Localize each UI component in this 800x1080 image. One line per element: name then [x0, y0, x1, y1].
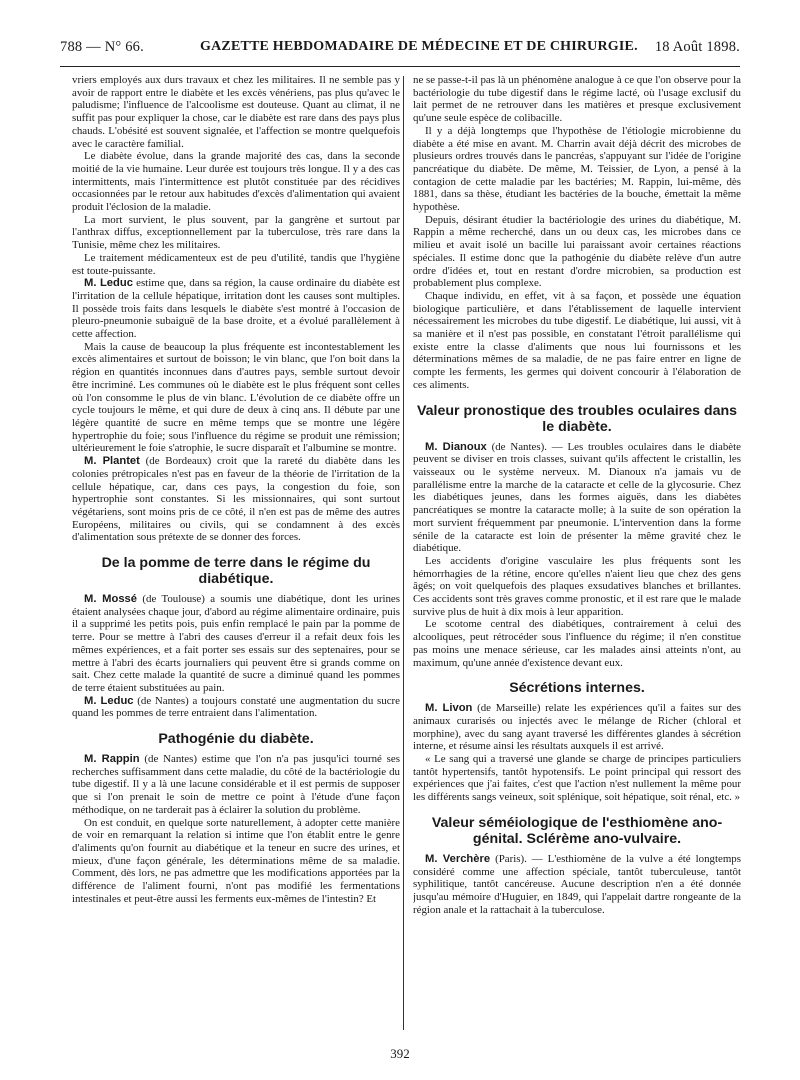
paragraph: On est conduit, en quelque sorte naturellement, à adopter cette manière de voir en remarquant la relation si intime que l'on établit entre le genre d'aliments qu'on fournit au diabétique et la teneur en sucre des urines, et mieux, d'une façon générale, les déterminations même de sa maladie. Comment, dès lors, ne pas admettre que les modifications apportées par la différence de l'aliment fourni, n'ont pas modifié les fermentations intestinales et peut-être aussi les ferments eux-mêmes de l'intestin? Et — [72, 816, 400, 905]
paragraph-text: (Paris). — L'esthiomène de la vulve a été longtemps considéré comme une affection spéciale, tantôt tuberculeuse, tantôt syphilitique, tantôt cancéreuse. Aucune description n'en a été donnée jusqu'au mémoire d'Huguier, en 1849, qui l'appelait dartre rongeante de la région anale et la rattachait à la tuberculose. — [413, 852, 741, 916]
paragraph — [72, 695, 400, 720]
paragraph-text: (de Marseille) relate les expériences qu'il a faites sur des animaux curarisés ou injectés avec le mélange de Richer (chloral et morphine), avec du sang ayant traversé les différentes glandes à sécrétion interne, et résume ainsi les résultats auxquels il est arrivé. — [413, 702, 741, 753]
journal-title: GAZETTE HEBDOMADAIRE DE MÉDECINE ET DE CHIRURGIE. — [200, 39, 638, 54]
paragraph: Les accidents d'origine vasculaire les plus fréquents sont les hémorrhagies de la rétine, encore qu'elles n'aient lieu que chez des gens âgés; on voit quelquefois des plaques exsudatives blanches et brillantes. Ces accidents sont très graves comme pronostic, et il est rare que le malade survive plus de huit à dix mois à leur apparition. — [413, 554, 741, 618]
page-issue-number: 788 — N° 66. — [60, 39, 144, 55]
section-heading: Valeur séméiologique de l'esthiomène ano-génital. Sclérème ano-vulvaire. — [431, 814, 723, 847]
paragraph — [72, 753, 400, 817]
paragraph-text: (de Nantes) a toujours constaté une augmentation du sucre quand les pommes de terre entraient dans l'alimentation. — [72, 694, 400, 720]
speaker-name: M. Leduc — [84, 694, 134, 707]
speaker-name: M. Leduc — [84, 277, 133, 290]
paragraph: La mort survient, le plus souvent, par la gangrène et surtout par l'anthrax diffus, exceptionnellement par la tuberculose, très rare dans la Tunisie, même chez les militaires. — [72, 213, 400, 252]
section-heading: Pathogénie du diabète. — [158, 731, 314, 748]
paragraph — [72, 277, 400, 341]
paragraph: Chaque individu, en effet, vit à sa façon, et possède une équation biologique particulière, et dans l'établissement de laquelle intervient nécessairement les microbes du tube digestif. Le diabétique, lui aussi, vit à sa manière et il n'est pas possible, en constatant l'étroit parallélisme qui existe entre la classe d'aliments que nous lui fournissons et les déterminations mêmes de sa maladie, de ne pas faire entrer en ligne de compte les ferments, les germes qui doivent concourir à l'élaboration de ces aliments. — [413, 289, 741, 391]
speaker-name: M. Dianoux — [425, 440, 487, 453]
quotation: « Le sang qui a traversé une glande se charge de principes particuliers tantôt hypertensifs, tantôt hypotensifs. Le point principal qui ressort des expériences que j'ai faites, c'est que l'action n'est nullement la même pour les différents sangs veineux, soit splénique, soit hépatique, soit rénal, etc. » — [413, 753, 741, 804]
paragraph — [413, 702, 741, 753]
paragraph: Le scotome central des diabétiques, contrairement à celui des alcooliques, peut rétrocéder sous l'influence du régime; il n'en constitue pas moins une menace sérieuse, car les malades ainsi atteints n'ont, au maximum, qu'une année d'existence devant eux. — [413, 618, 741, 669]
paragraph: ne se passe-t-il pas là un phénomène analogue à ce que l'on observe pour la bactériologie du tube digestif dans le régime lacté, où l'usage exclusif du lait permet de ne retrouver dans les matières et presque exclusivement qu'une seule espèce de colibacille. — [413, 74, 741, 125]
paragraph: Le diabète évolue, dans la grande majorité des cas, dans la seconde moitié de la vie humaine. Leur durée est toujours très longue. Il y a des cas intermittents, mais l'intermittence est plutôt constituée par des récidives occasionnées par le retour aux habitudes d'excès d'alimentation qui avaient produit l'éclosion de la maladie. — [72, 150, 400, 214]
section-heading: Valeur pronostique des troubles oculaires dans le diabète. — [416, 402, 738, 435]
section-heading: De la pomme de terre dans le régime du diabétique. — [101, 555, 371, 588]
paragraph: Il y a déjà longtemps que l'hypothèse de l'étiologie microbienne du diabète a été mise en avant. M. Charrin avait déjà décrit des microbes de plusieurs ordres trouvés dans le pancréas, s'appuyant sur l'idée de l'origine pancréatique du diabète. De même, M. Teissier, de Lyon, a pensé à la contagion de cette maladie par les bactéries; M. Rappin, lui-même, dès 1881, dans sa thèse, étudiant les bactéries de la bouche, émettait la même hypothèse. — [413, 124, 741, 214]
paragraph: Mais la cause de beaucoup la plus fréquente est incontestablement les excès alimentaires et surtout de boisson; le vin blanc, que l'on boit dans la région en quantités inconnues dans d'autres pays, semble surtout devoir être incriminé. Les communes où le diabète est le plus fréquent sont celles où l'on consomme le plus de vin blanc. L'évolution de ce diabète offre un cycle toujours le même, et qui dure de deux à cinq ans. Il débute par une légère quantité de sucre en même temps que se montre une légère hypertrophie du foie; sous l'influence du régime se produit une rémission; ultérieurement le foie s'atrophie, le sucre disparaît et l'albumine se montre. — [72, 340, 400, 455]
running-header — [60, 36, 740, 62]
column-divider — [403, 76, 404, 1030]
right-column — [413, 74, 741, 1036]
paragraph-text: (de Nantes) estime que l'on n'a pas jusqu'ici tourné ses recherches suffisamment dans cette maladie, du côté de la bactériologie du tube digestif. Il y a là une lacune considérable et il est permis de supposer que si l'on prenait le soin de mettre ce point à l'étude d'une façon méthodique, on ne tarderait pas à éclairer la solution du problème. — [72, 753, 400, 816]
speaker-name: M. Verchère — [425, 852, 491, 865]
issue-date: 18 Août 1898. — [654, 39, 740, 55]
paragraph-text: (de Toulouse) a soumis une diabétique, dont les urines étaient analysées chaque jour, d'abord au régime alimentaire ordinaire, puis il a supprimé les petits pois, puis enfin remplacé le pain par la pomme de terre. Pour se mettre à l'abri des causes d'erreur il a refait deux fois les mêmes expériences, et a fait porter ses essais sur des septenaires, pour se mettre à l'abri des écarts journaliers qui peuvent être si grands comme on sait. Chez cette malade la quantité de sucre a diminué quand les pommes de terre étaient substituées au pain. — [72, 593, 400, 694]
header-rule — [60, 66, 740, 67]
section-heading: Sécrétions internes. — [509, 680, 645, 697]
speaker-name: M. Livon — [425, 702, 473, 715]
paragraph: Le traitement médicamenteux est de peu d'utilité, tandis que l'hygiène est toute-puissante. — [72, 251, 400, 277]
paragraph-text: (de Bordeaux) croit que la rareté du diabète dans les colonies prétropicales n'est pas en faveur de la théorie de l'irritation de la cellule hépatique, car, dans ces pays, la congestion du foie, son hypertrophie sont constantes. Si les missionnaires, qui sont surtout végétariens, sont moins pris de ce côté, il n'en est pas de même des autres Européens, militaires ou civils, qui se condamnent à des excès d'alimentation sous prétexte de se donner des forces. — [72, 455, 400, 544]
paragraph-text: estime que, dans sa région, la cause ordinaire du diabète est l'irritation de la cellule hépatique, irritation dont les causes sont multiples. Il possède trois faits dans lesquels le diabète s'est montré à l'occasion de pleuro-pneumonie subaiguë de la base droite, et a évolué parallèlement à cette affection. — [72, 277, 400, 341]
paragraph — [72, 593, 400, 695]
left-column — [72, 74, 400, 1036]
paragraph — [413, 853, 741, 917]
speaker-name: M. Mossé — [84, 593, 137, 606]
speaker-name: M. Rappin — [84, 753, 140, 766]
paragraph: Depuis, désirant étudier la bactériologie des urines du diabétique, M. Rappin a même recherché, dans un ou deux cas, les microbes dans ce milieu et avait isolé un bacille lui paraissant avoir certaines réactions spéciales. Il estime donc que la pathogénie du diabète relève d'un autre ordre d'idées et, tout en restant d'ordre microbien, sa production est probablement plus complexe. — [413, 213, 741, 290]
speaker-name: M. Plantet — [84, 455, 140, 468]
paragraph — [413, 441, 741, 555]
paragraph: vriers employés aux durs travaux et chez les militaires. Il ne semble pas y avoir de rapport entre le diabète et les excès vénériens, pas plus qu'avec le paludisme; l'influence de l'alcoolisme est douteuse. Quant au climat, il ne suffit pas pour expliquer la chose, car le diabète est rare dans des pays plus chauds. L'obésité est souvent signalée, et l'affection se montre quelquefois avec le caractère familial. — [72, 74, 400, 150]
page-number: 392 — [390, 1046, 410, 1061]
paragraph-text: (de Nantes). — Les troubles oculaires dans le diabète peuvent se diviser en trois classes, suivant qu'ils affectent le cristallin, les vaisseaux ou le système nerveux. M. Dianoux n'a jamais vu de parallélisme entre la marche de la cataracte et celle de la glycosurie. Chez les diabétiques jeunes, dans les formes aiguës, dans les diabètes pancréatiques se montre la cataracte molle; à la suite de son opération la mort survient fréquemment par pneumonie. L'intervention dans la forme sénile de la cataracte est loin de présenter la même gravité chez le diabétique. — [413, 440, 741, 555]
paragraph — [72, 455, 400, 544]
